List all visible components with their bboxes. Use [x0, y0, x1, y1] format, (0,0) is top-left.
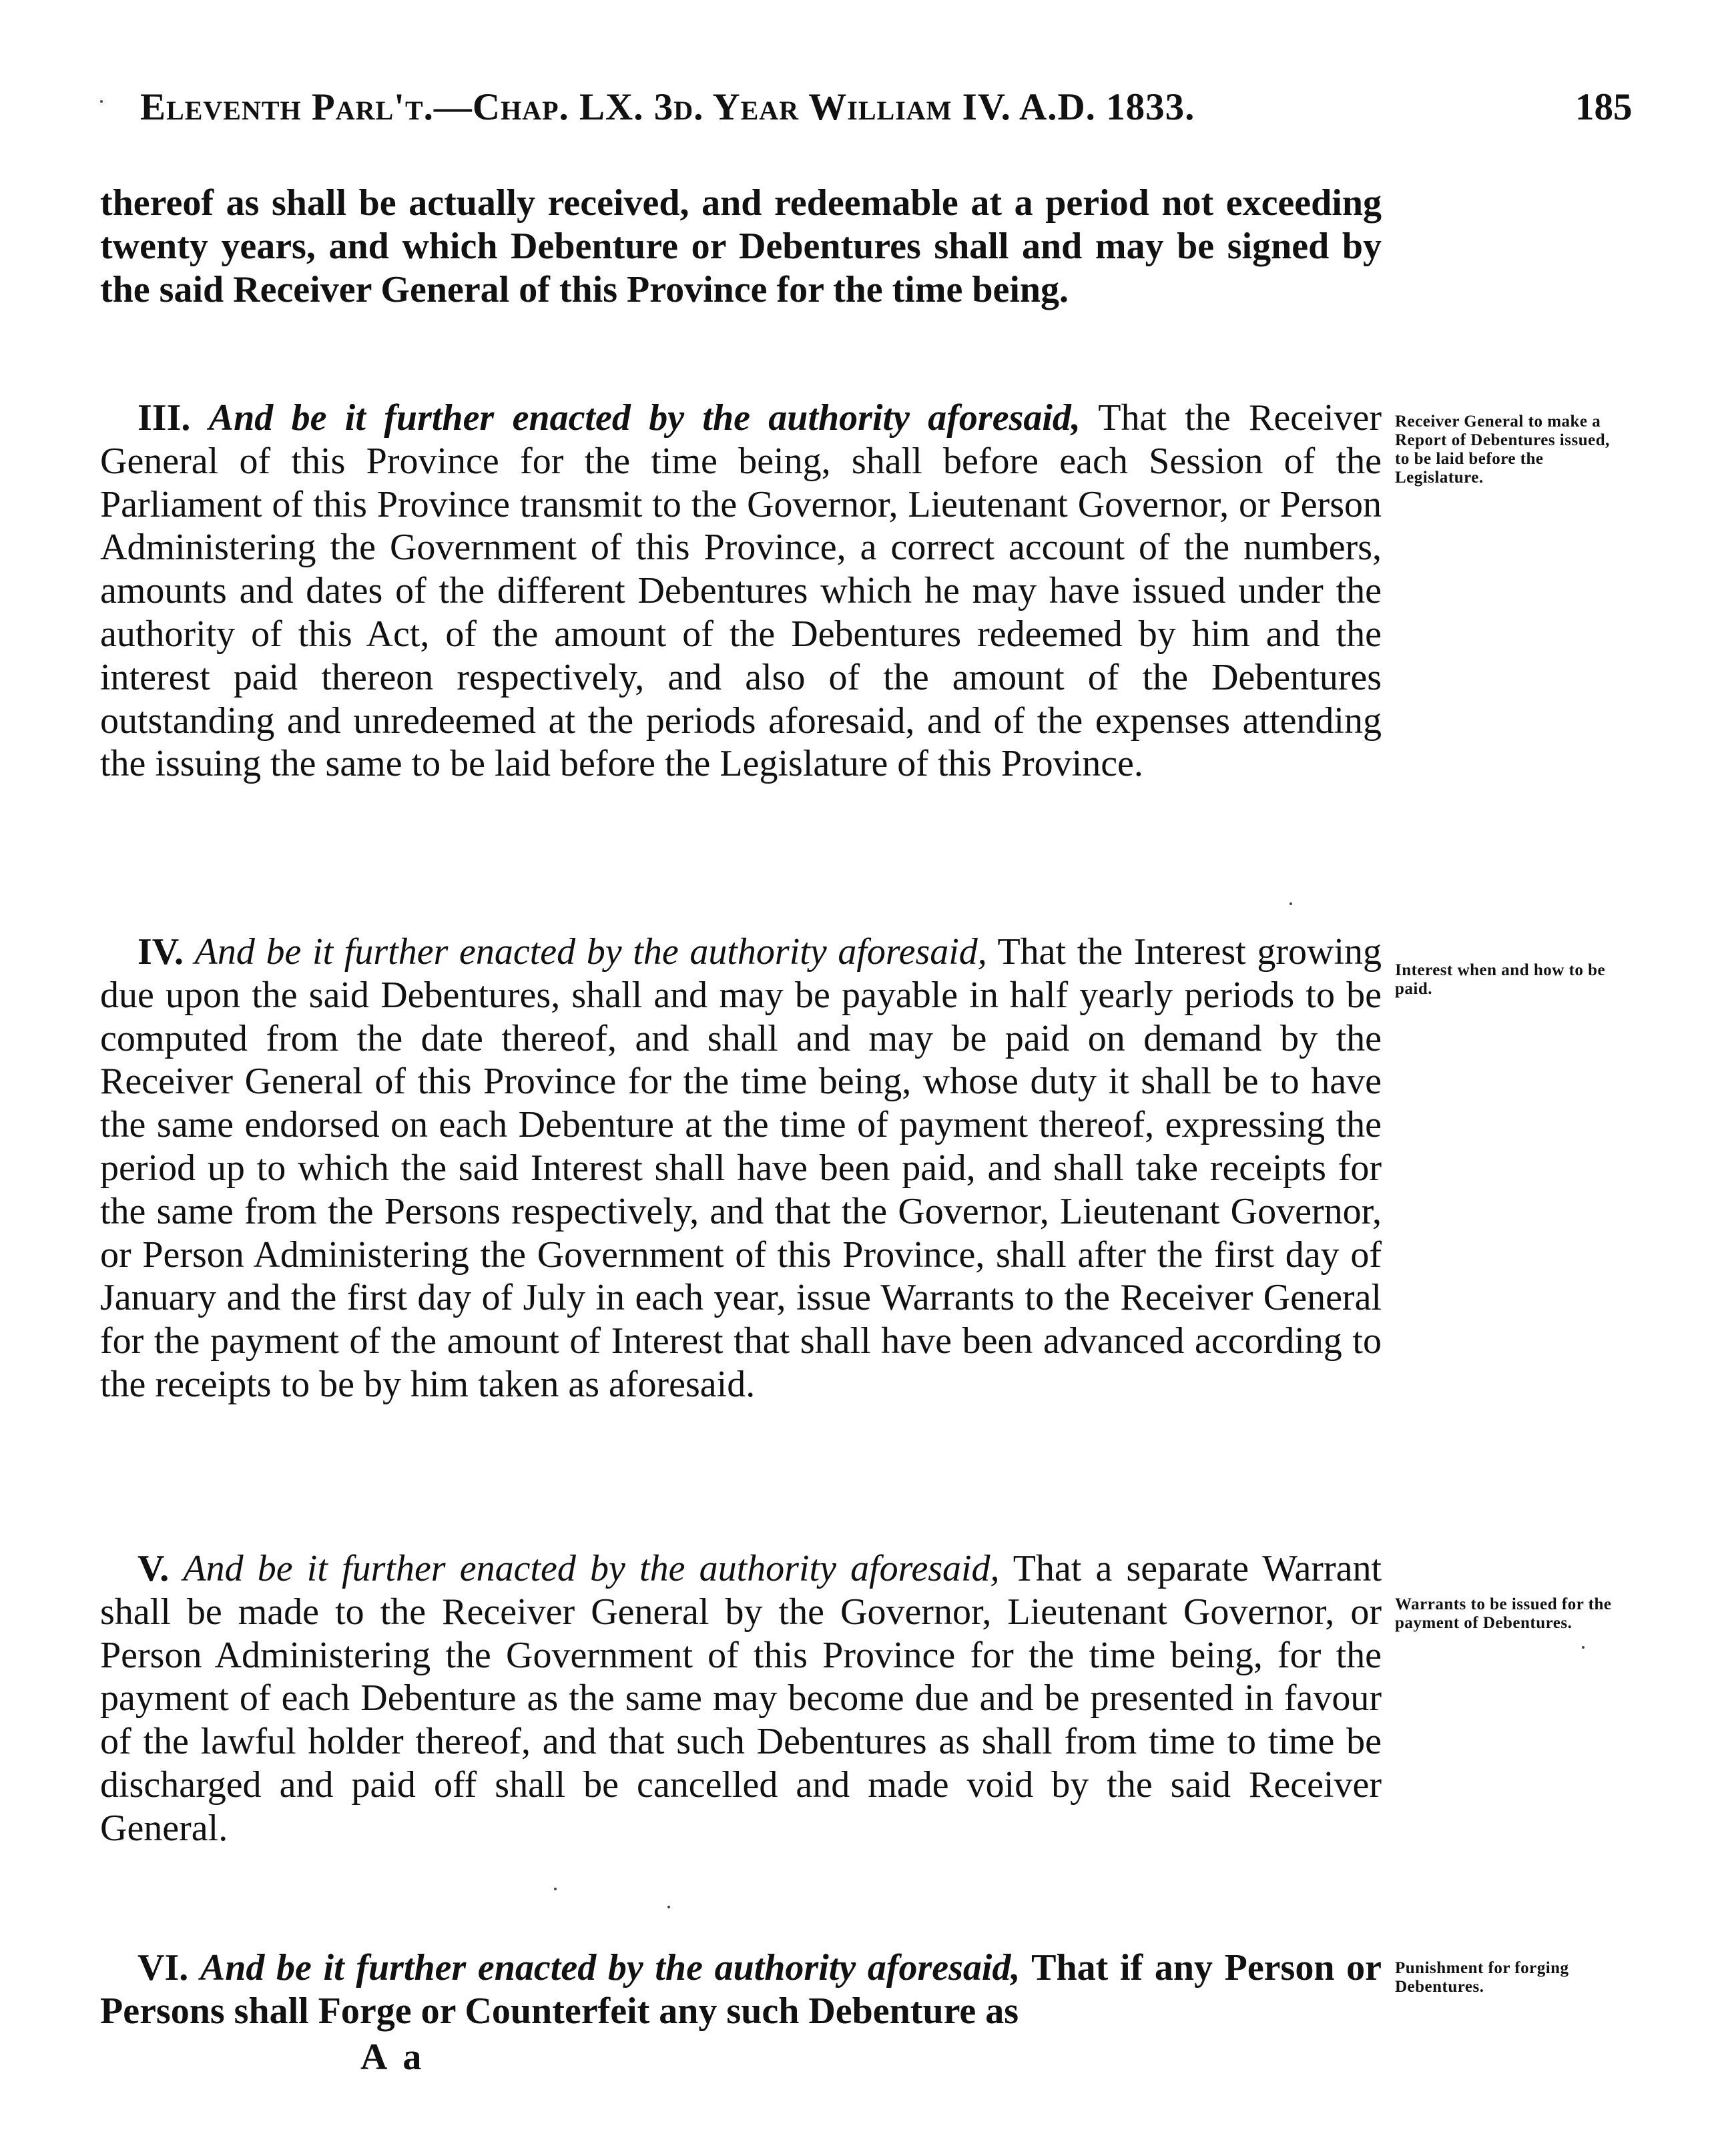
- scan-speck: [667, 1906, 670, 1908]
- section-4: [100, 930, 1382, 1406]
- section-number: III.: [137, 397, 191, 439]
- page-number: 185: [1575, 86, 1633, 128]
- marginal-note-warrants: Warrants to be issued for the payment of Debentures.: [1395, 1595, 1612, 1632]
- scan-speck: [1582, 1646, 1585, 1649]
- running-title: Eleventh Parl't.—Chap. LX. 3d. Year William IV. A.D. 1833.: [140, 86, 1195, 128]
- enacting-clause: And be it further enacted by the authority aforesaid,: [194, 931, 987, 973]
- section-6: [100, 1946, 1382, 2033]
- section-4-paragraph: [100, 930, 1382, 1406]
- marginal-note-punishment: Punishment for forging Debentures.: [1395, 1959, 1569, 1996]
- section-text: That a separate Warrant shall be made to the Receiver General by the Governor, Lieutenant Governor, or Person Administering the Government of this Province for the time being, for the payment of each Debenture as the same may become due and be presented in favour of the lawful holder thereof, and that such Debentures as shall from time to time be discharged and paid off shall be cancelled and made void by the said Receiver General.: [100, 1548, 1382, 1849]
- section-number: VI.: [137, 1947, 189, 1988]
- enacting-clause: And be it further enacted by the authority aforesaid,: [200, 1947, 1021, 1988]
- scan-speck: [100, 100, 103, 103]
- section-text: That if any Person or Persons shall Forge or Counterfeit any such Debenture as: [100, 1947, 1382, 2032]
- signature-mark: A a: [360, 2037, 426, 2078]
- paragraph-text: thereof as shall be actually received, and redeemable at a period not exceeding twenty years, and which Debenture or Debentures shall and may be signed by the said Receiver General of this Province for the time being.: [100, 182, 1382, 310]
- enacting-clause: And be it further enacted by the authority aforesaid,: [183, 1548, 1000, 1589]
- marginal-note-interest: Interest when and how to be paid.: [1395, 961, 1606, 998]
- section-3-paragraph: [100, 396, 1382, 786]
- section-number: IV.: [137, 931, 184, 973]
- marginal-note-receiver-report: Receiver General to make a Report of Debentures issued, to be laid before the Legislature.: [1395, 413, 1610, 487]
- section-6-paragraph: [100, 1946, 1382, 2033]
- section-text: That the Receiver General of this Province for the time being, shall before each Session of the Parliament of this Province transmit to the Governor, Lieutenant Governor, or Person Administering the Government of this Province, a correct account of the numbers, amounts and dates of the different Debentures which he may have issued under the authority of this Act, of the amount of the Debentures redeemed by him and the interest paid thereon respectively, and also of the amount of the Debentures outstanding and unredeemed at the periods aforesaid, and of the expenses attending the issuing the same to be laid before the Legislature of this Province.: [100, 397, 1382, 785]
- paragraph-continuation: [100, 182, 1382, 311]
- section-5-paragraph: [100, 1547, 1382, 1850]
- section-3: [100, 396, 1382, 786]
- enacting-clause: And be it further enacted by the authority aforesaid,: [208, 397, 1081, 439]
- section-number: V.: [137, 1548, 170, 1589]
- section-5: [100, 1547, 1382, 1850]
- scan-speck: [554, 1888, 557, 1890]
- section-text: That the Interest growing due upon the said Debentures, shall and may be payable in half yearly periods to be computed from the date thereof, and shall and may be paid on demand by the Receiver General of this Province for the time being, whose duty it shall be to have the same endorsed on each Debenture at the time of payment thereof, expressing the period up to which the said Interest shall have been paid, and shall take receipts for the same from the Persons respectively, and that the Governor, Lieutenant Governor, or Person Administering the Government of this Province, shall after the first day of January and the first day of July in each year, issue Warrants to the Receiver General for the payment of the amount of Interest that shall have been advanced according to the receipts to be by him taken as aforesaid.: [100, 931, 1382, 1405]
- scan-speck: [1290, 902, 1292, 905]
